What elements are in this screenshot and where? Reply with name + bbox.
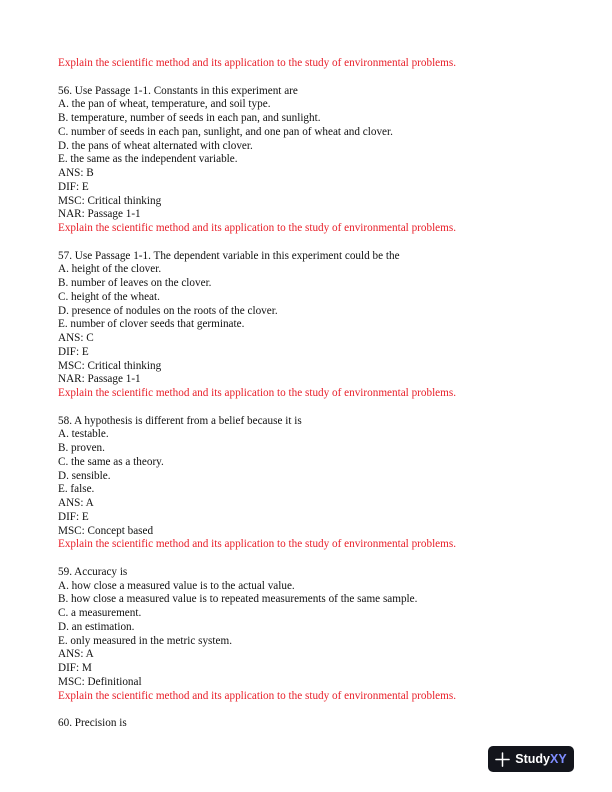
- spacer: [58, 703, 598, 717]
- spacer: [58, 401, 598, 415]
- plus-icon: [495, 752, 510, 767]
- answer-meta: MSC: Critical thinking: [58, 194, 162, 207]
- answer-option: D. the pans of wheat alternated with clover.: [58, 139, 253, 152]
- answer-meta: NAR: Passage 1-1: [58, 208, 141, 221]
- question-stem: 56. Use Passage 1-1. Constants in this experiment are: [58, 84, 298, 97]
- answer-option: A. height of the clover.: [58, 263, 162, 276]
- answer-option: D. an estimation.: [58, 620, 135, 633]
- question-block: [58, 415, 598, 566]
- logo-text-accent: XY: [550, 752, 567, 766]
- answer-option: E. number of clover seeds that germinate.: [58, 318, 245, 331]
- question-stem: 59. Accuracy is: [58, 565, 128, 578]
- question-stem: 57. Use Passage 1-1. The dependent variable in this experiment could be the: [58, 249, 400, 262]
- learning-objective: Explain the scientific method and its application to the study of environmental problems.: [58, 222, 456, 234]
- logo-text-main: Study: [515, 752, 551, 766]
- answer-option: C. a measurement.: [58, 607, 142, 619]
- answer-meta: DIF: E: [58, 510, 89, 523]
- question-stem: 58. A hypothesis is different from a belief because it is: [58, 414, 302, 427]
- learning-objective: Explain the scientific method and its application to the study of environmental problems.: [58, 387, 456, 399]
- answer-option: C. the same as a theory.: [58, 455, 164, 468]
- answer-meta: DIF: M: [58, 662, 92, 674]
- answer-meta: ANS: A: [58, 497, 94, 509]
- question-block: [58, 85, 598, 250]
- answer-option: B. temperature, number of seeds in each pan, and sunlight.: [58, 112, 321, 124]
- answer-option: A. the pan of wheat, temperature, and soil type.: [58, 98, 271, 111]
- answer-meta: MSC: Definitional: [58, 675, 142, 688]
- answer-option: B. number of leaves on the clover.: [58, 277, 212, 289]
- learning-objective: Explain the scientific method and its application to the study of environmental problems.: [58, 689, 456, 702]
- question-block: [58, 566, 598, 717]
- answer-meta: ANS: A: [58, 648, 94, 661]
- answer-option: D. presence of nodules on the roots of the clover.: [58, 304, 278, 317]
- answer-option: C. height of the wheat.: [58, 290, 160, 303]
- answer-option: C. number of seeds in each pan, sunlight, and one pan of wheat and clover.: [58, 125, 393, 138]
- question-list: [58, 85, 598, 718]
- answer-meta: DIF: E: [58, 345, 89, 358]
- spacer: [58, 236, 598, 250]
- answer-option: D. sensible.: [58, 469, 111, 482]
- document-page: [58, 57, 598, 731]
- answer-option: B. how close a measured value is to repeated measurements of the same sample.: [58, 593, 418, 606]
- answer-option: E. false.: [58, 483, 95, 496]
- answer-option: B. proven.: [58, 442, 105, 454]
- answer-option: A. how close a measured value is to the actual value.: [58, 579, 295, 592]
- studyxy-logo[interactable]: [488, 746, 574, 772]
- lead-objective: Explain the scientific method and its application to the study of environmental problems.: [58, 57, 456, 69]
- answer-meta: ANS: B: [58, 167, 94, 179]
- spacer: [58, 552, 598, 566]
- answer-meta: MSC: Critical thinking: [58, 359, 162, 372]
- answer-meta: MSC: Concept based: [58, 524, 154, 537]
- answer-meta: ANS: C: [58, 332, 94, 344]
- answer-meta: DIF: E: [58, 180, 89, 193]
- answer-option: A. testable.: [58, 428, 109, 441]
- answer-meta: NAR: Passage 1-1: [58, 373, 141, 386]
- answer-option: E. only measured in the metric system.: [58, 634, 232, 647]
- answer-option: E. the same as the independent variable.: [58, 153, 238, 166]
- question-stem: 60. Precision is: [58, 717, 127, 729]
- question-block: [58, 250, 598, 415]
- learning-objective: Explain the scientific method and its application to the study of environmental problems.: [58, 538, 456, 551]
- spacer: [58, 71, 598, 85]
